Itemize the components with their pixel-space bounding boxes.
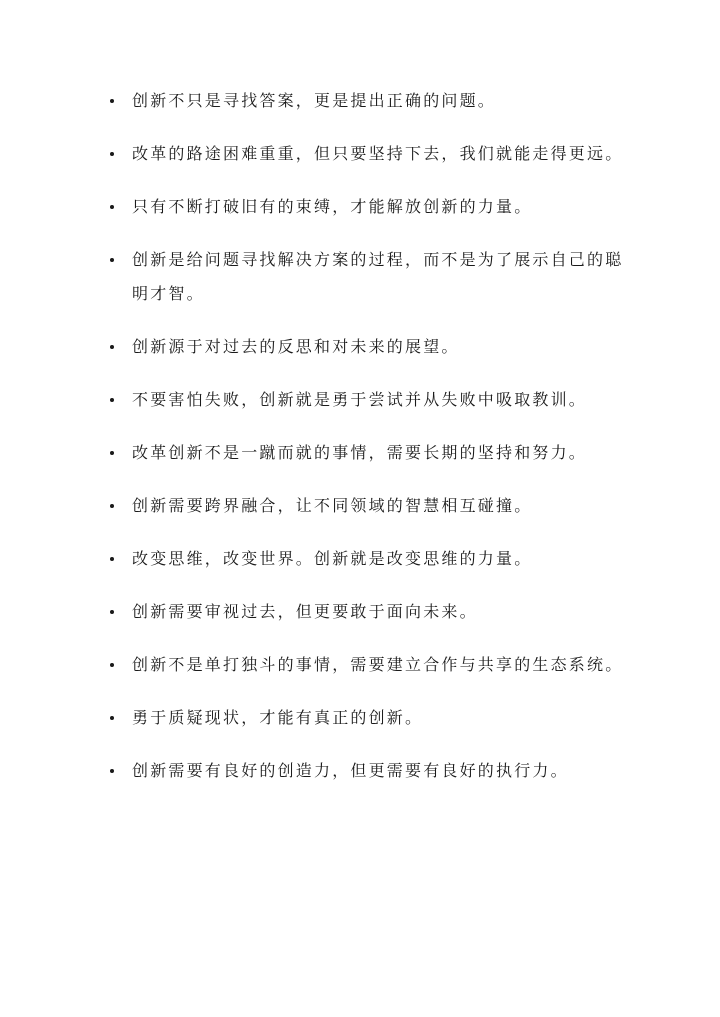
quote-text: 创新不是单打独斗的事情，需要建立合作与共享的生态系统。 <box>132 655 624 674</box>
list-item <box>104 542 624 576</box>
quote-text: 勇于质疑现状，才能有真正的创新。 <box>132 708 424 727</box>
list-item <box>104 595 624 629</box>
list-item <box>104 243 624 311</box>
bullet-icon <box>110 152 114 156</box>
bullet-icon <box>110 557 114 561</box>
list-item <box>104 330 624 364</box>
list-item <box>104 754 624 788</box>
bullet-icon <box>110 769 114 773</box>
bullet-icon <box>110 504 114 508</box>
list-item <box>104 190 624 224</box>
bullet-icon <box>110 451 114 455</box>
list-item <box>104 436 624 470</box>
quote-text: 创新需要审视过去，但更要敢于面向未来。 <box>132 602 478 621</box>
bullet-icon <box>110 345 114 349</box>
quote-text: 改革的路途困难重重，但只要坚持下去，我们就能走得更远。 <box>132 144 624 163</box>
quote-text: 创新不只是寻找答案，更是提出正确的问题。 <box>132 91 497 110</box>
list-item <box>104 383 624 417</box>
quote-text: 不要害怕失败，创新就是勇于尝试并从失败中吸取教训。 <box>132 390 588 409</box>
quote-list <box>104 84 624 807</box>
quote-text: 创新是给问题寻找解决方案的过程，而不是为了展示自己的聪明才智。 <box>132 250 624 303</box>
quote-text: 改革创新不是一蹴而就的事情，需要长期的坚持和努力。 <box>132 443 588 462</box>
list-item <box>104 701 624 735</box>
quote-text: 创新源于对过去的反思和对未来的展望。 <box>132 337 460 356</box>
quote-text: 创新需要跨界融合，让不同领域的智慧相互碰撞。 <box>132 496 533 515</box>
list-item <box>104 648 624 682</box>
bullet-icon <box>110 258 114 262</box>
list-item <box>104 84 624 118</box>
list-item <box>104 489 624 523</box>
bullet-icon <box>110 610 114 614</box>
bullet-icon <box>110 99 114 103</box>
quote-text: 只有不断打破旧有的束缚，才能解放创新的力量。 <box>132 197 533 216</box>
quote-text: 创新需要有良好的创造力，但更需要有良好的执行力。 <box>132 761 569 780</box>
bullet-icon <box>110 716 114 720</box>
bullet-icon <box>110 663 114 667</box>
bullet-icon <box>110 205 114 209</box>
list-item <box>104 137 624 171</box>
bullet-icon <box>110 398 114 402</box>
quote-text: 改变思维，改变世界。创新就是改变思维的力量。 <box>132 549 533 568</box>
